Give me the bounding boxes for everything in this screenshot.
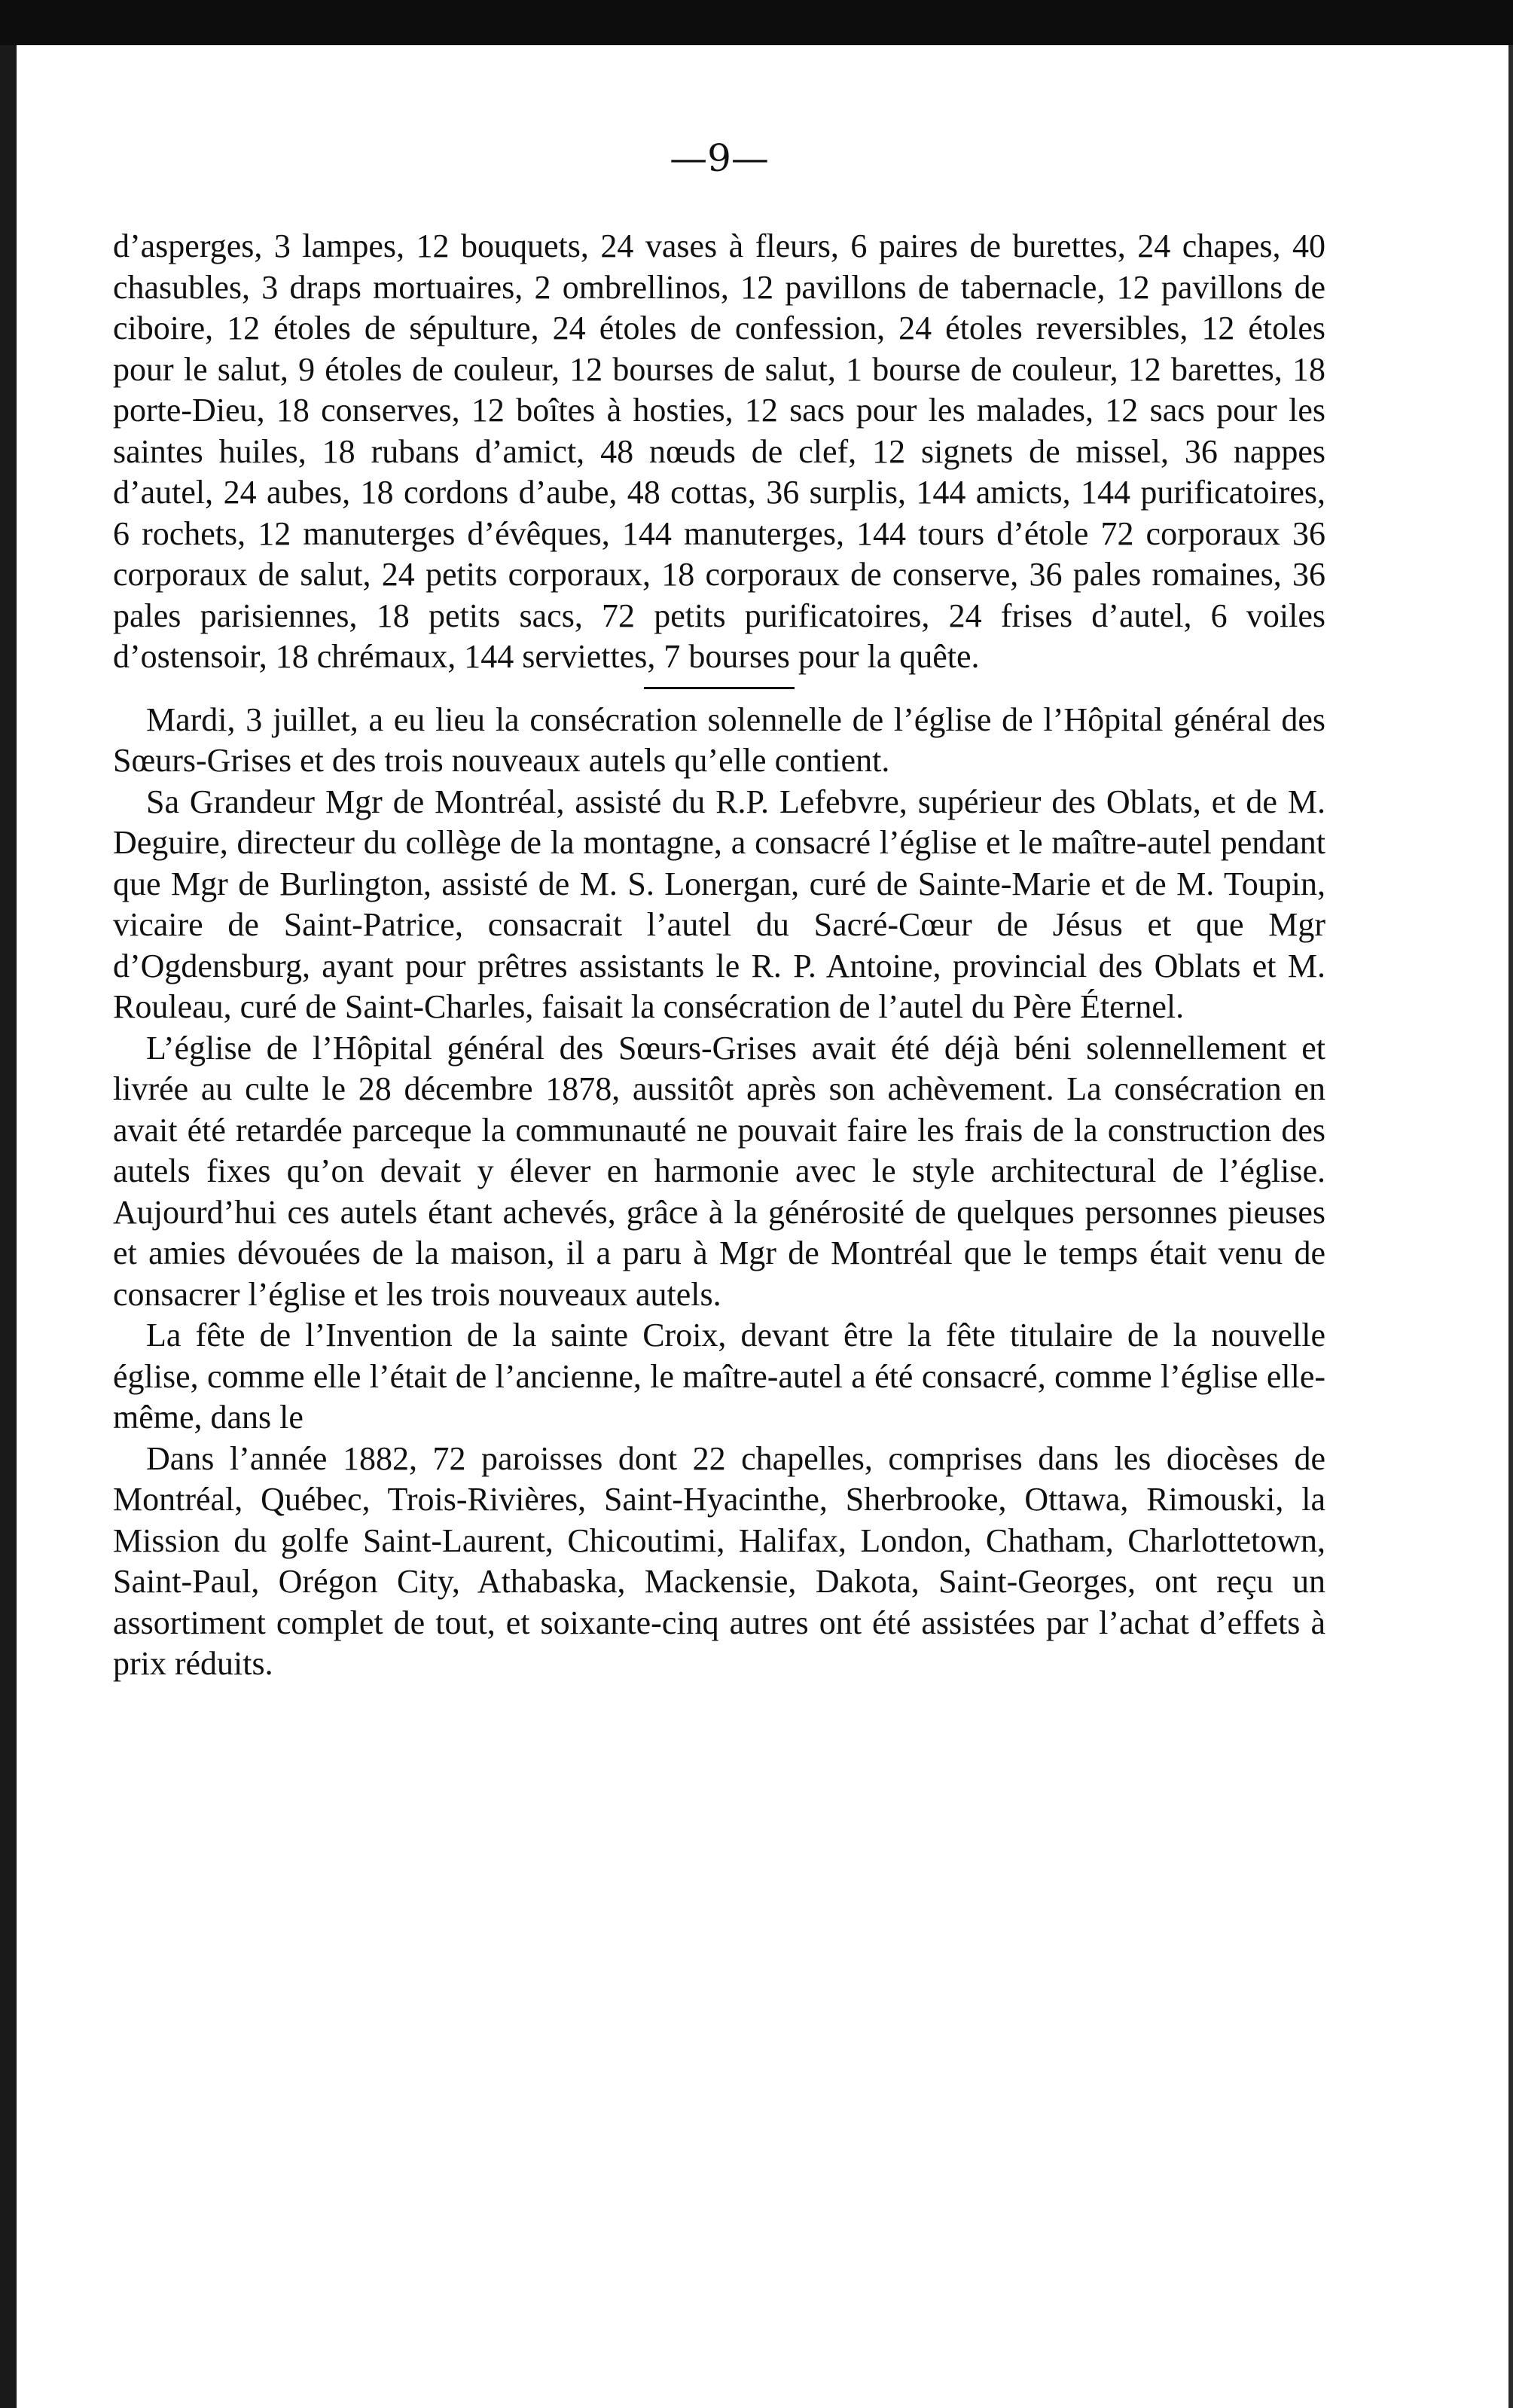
- paragraph-parishes-1882: Dans l’année 1882, 72 paroisses dont 22 chapelles, comprises dans les diocèses de Montréal, Québec, Trois-Rivières, Saint-Hyacinthe, Sherbrooke, Ottawa, Rimouski, la Mission du golfe Saint-Laurent, Chicoutimi, Halifax, London, Chatham, Charlottetown, Saint-Paul, Orégon City, Athabaska, Mackensie, Dakota, Saint-Georges, ont reçu un assortiment complet de tout, et soixante-cinq autres ont été assistées par l’achat d’effets à prix réduits.: [113, 1439, 1325, 1682]
- document-page: [113, 136, 1325, 2320]
- paragraph-feast: La fête de l’Invention de la sainte Croix, devant être la fête titulaire de la nouvelle église, comme elle l’était de l’ancienne, le maître-autel a été consacré, comme l’église elle-même, dans le: [113, 1317, 1325, 1436]
- paragraph-church-history: L’église de l’Hôpital général des Sœurs-Grises avait été déjà béni solennellement et livrée au culte le 28 décembre 1878, aussitôt après son achèvement. La consécration en avait été retardée parceque la communauté ne pouvait faire les frais de la construction des autels fixes qu’on devait y élever en harmonie avec le style architectural de l’église. Aujourd’hui ces autels étant achevés, grâce à la générosité de quelques personnes pieuses et amies dévouées de la maison, il a paru à Mgr de Montréal que le temps était venu de consacrer l’église et les trois nouveaux autels.: [113, 1029, 1325, 1313]
- scan-right-border: [1508, 45, 1513, 2408]
- inventory-paragraph-block: [113, 226, 1325, 678]
- paragraph-consecration-intro: Mardi, 3 juillet, a eu lieu la consécration solennelle de l’église de l’Hôpital général des Sœurs-Grises et des trois nouveaux autels qu’elle contient.: [113, 700, 1325, 779]
- paragraph-inventory: d’asperges, 3 lampes, 12 bouquets, 24 vases à fleurs, 6 paires de burettes, 24 chapes, 40 chasubles, 3 draps mortuaires, 2 ombrellinos, 12 pavillons de tabernacle, 12 pavillons de ciboire, 12 étoles de sépulture, 24 étoles de confession, 24 étoles reversibles, 12 étoles pour le salut, 9 étoles de couleur, 12 bourses de salut, 1 bourse de couleur, 12 barettes, 18 porte-Dieu, 18 conserves, 12 boîtes à hosties, 12 sacs pour les malades, 12 sacs pour les saintes huiles, 18 rubans d’amict, 48 nœuds de clef, 12 signets de missel, 36 nappes d’autel, 24 aubes, 18 cordons d’aube, 48 cottas, 36 surplis, 144 amicts, 144 purificatoires, 6 rochets, 12 manuterges d’évêques, 144 manuterges, 144 tours d’étole 72 corporaux 36 corporaux de salut, 24 petits corporaux, 18 corporaux de conserve, 36 pales romaines, 36 pales parisiennes, 18 petits sacs, 72 petits purificatoires, 24 frises d’autel, 6 voiles d’ostensoir, 18 chrémaux, 144 serviettes, 7 bourses pour la quête.: [113, 227, 1325, 675]
- scan-top-border: [0, 0, 1513, 45]
- paragraph-bishops: Sa Grandeur Mgr de Montréal, assisté du R.P. Lefebvre, supérieur des Oblats, et de M. Deguire, directeur du collège de la montagne, a consacré l’église et le maître-autel pendant que Mgr de Burlington, assisté de M. S. Lonergan, curé de Sainte-Marie et de M. Toupin, vicaire de Saint-Patrice, consacrait l’autel du Sacré-Cœur de Jésus et que Mgr d’Ogdensburg, ayant pour prêtres assistants le R. P. Antoine, provincial des Oblats et M. Rouleau, curé de Saint-Charles, faisait la consécration de l’autel du Père Éternel.: [113, 783, 1325, 1025]
- scan-left-border: [0, 45, 17, 2408]
- page-number: —9—: [670, 136, 769, 180]
- section-divider: [644, 687, 795, 689]
- consecration-article: [113, 700, 1325, 1685]
